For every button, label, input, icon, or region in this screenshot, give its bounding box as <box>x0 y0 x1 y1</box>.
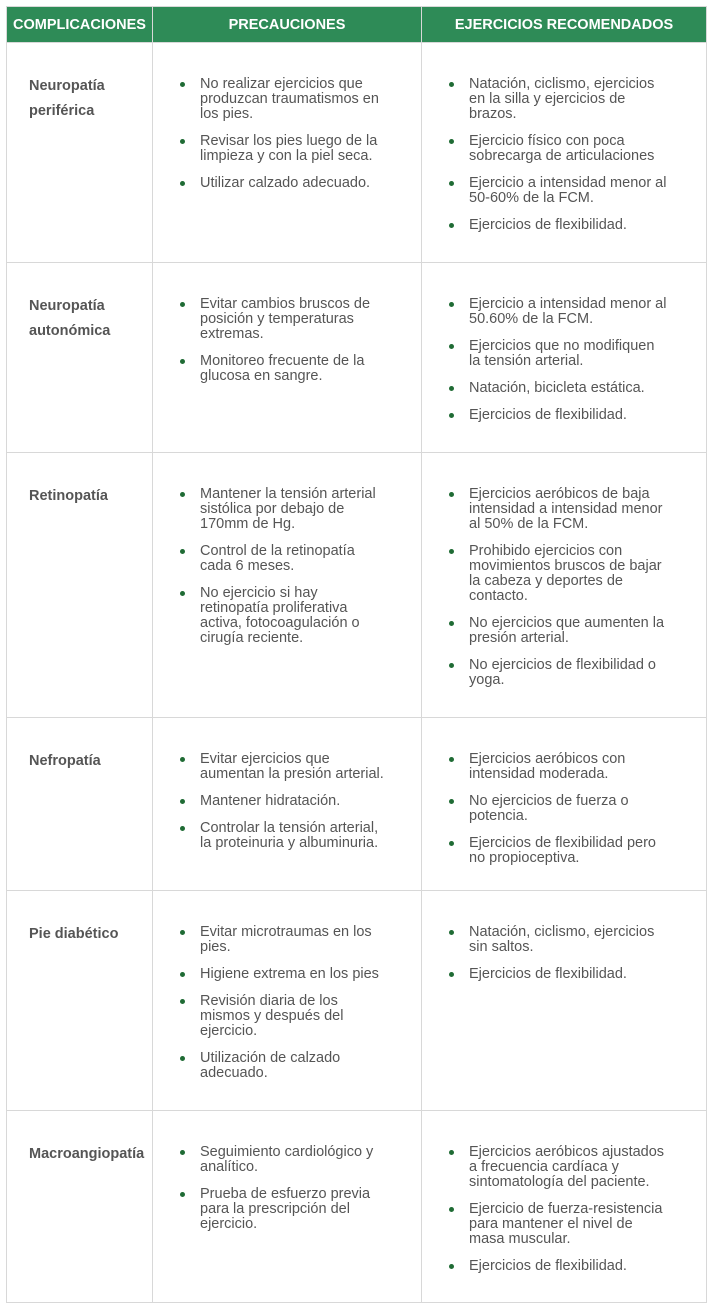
list-item-line: la cabeza y deportes de <box>469 573 623 589</box>
list-item <box>422 1145 692 1190</box>
precautions-cell <box>153 891 422 1111</box>
list-item-line: no propioceptiva. <box>469 850 580 866</box>
complications-table <box>6 6 707 1303</box>
list-item <box>422 925 692 955</box>
list-item <box>153 1187 407 1232</box>
list-item-line: retinopatía proliferativa <box>200 600 348 616</box>
complication-name-line: periférica <box>29 103 95 119</box>
list-item-line: sistólica por debajo de <box>200 501 345 517</box>
list-item-line: Ejercicios de flexibilidad. <box>469 966 627 982</box>
list-item-line: contacto. <box>469 588 528 604</box>
list-item-line: produzcan traumatismos en <box>200 91 379 107</box>
list-item-line: Ejercicios aeróbicos con <box>469 751 626 767</box>
precautions-cell <box>153 1111 422 1303</box>
precautions-list <box>153 263 421 384</box>
list-item-line: mismos y después del <box>200 1008 344 1024</box>
list-item <box>422 1259 692 1274</box>
exercises-list <box>422 1111 706 1274</box>
precautions-list <box>153 718 421 851</box>
exercises-cell <box>422 43 707 263</box>
list-item-line: Monitoreo frecuente de la <box>200 353 365 369</box>
list-item-line: Revisar los pies luego de la <box>200 133 378 149</box>
exercises-list <box>422 718 706 866</box>
list-item-line: pies. <box>200 939 231 955</box>
list-item-line: Seguimiento cardiológico y <box>200 1144 374 1160</box>
list-item-line: Evitar cambios bruscos de <box>200 296 371 312</box>
list-item-line: Ejercicios de flexibilidad pero <box>469 835 656 851</box>
list-item <box>422 836 692 866</box>
list-item <box>422 77 692 122</box>
list-item <box>153 821 407 851</box>
complication-cell <box>7 891 153 1111</box>
list-item-line: Ejercicio a intensidad menor al <box>469 175 667 191</box>
list-item-line: sobrecarga de articulaciones <box>469 148 655 164</box>
exercises-cell <box>422 263 707 453</box>
exercises-cell <box>422 891 707 1111</box>
list-item-line: posición y temperaturas <box>200 311 354 327</box>
exercises-list <box>422 263 706 423</box>
complication-name-line: Neuropatía <box>29 78 105 94</box>
list-item <box>422 176 692 206</box>
list-item <box>153 354 407 384</box>
list-item-line: 170mm de Hg. <box>200 516 296 532</box>
list-item <box>422 616 692 646</box>
list-item-line: glucosa en sangre. <box>200 368 323 384</box>
list-item-line: cada 6 meses. <box>200 558 295 574</box>
list-item-line: potencia. <box>469 808 528 824</box>
precautions-list <box>153 891 421 1081</box>
list-item-line: Evitar microtraumas en los <box>200 924 372 940</box>
list-item-line: ejercicio. <box>200 1023 258 1039</box>
complication-name-line: Macroangiopatía <box>29 1146 145 1162</box>
list-item-line: para la prescripción del <box>200 1201 350 1217</box>
complication-cell <box>7 263 153 453</box>
precautions-list <box>153 43 421 191</box>
list-item-line: brazos. <box>469 106 517 122</box>
list-item-line: Higiene extrema en los pies <box>200 966 379 982</box>
list-item-line: cirugía reciente. <box>200 630 304 646</box>
complication-name-line: Retinopatía <box>29 488 108 504</box>
list-item-line: No ejercicios que aumenten la <box>469 615 665 631</box>
list-item-line: No realizar ejercicios que <box>200 76 363 92</box>
list-item <box>422 794 692 824</box>
list-item-line: la proteinuria y albuminuria. <box>200 835 379 851</box>
list-item <box>422 218 692 233</box>
list-item-line: Prohibido ejercicios con <box>469 543 623 559</box>
list-item-line: Ejercicio de fuerza-resistencia <box>469 1201 663 1217</box>
header-row <box>7 7 707 43</box>
list-item <box>153 967 407 982</box>
exercises-list <box>422 891 706 982</box>
precautions-list <box>153 453 421 646</box>
list-item-line: Natación, ciclismo, ejercicios <box>469 76 655 92</box>
list-item-line: Evitar ejercicios que <box>200 751 330 767</box>
list-item <box>153 487 407 532</box>
list-item-line: aumentan la presión arterial. <box>200 766 384 782</box>
list-item <box>153 77 407 122</box>
list-item-line: Natación, ciclismo, ejercicios <box>469 924 655 940</box>
precautions-cell <box>153 453 422 718</box>
list-item-line: yoga. <box>469 672 505 688</box>
precautions-cell <box>153 718 422 891</box>
precautions-list <box>153 1111 421 1232</box>
list-item <box>422 544 692 604</box>
list-item <box>422 297 692 327</box>
list-item-line: 50.60% de la FCM. <box>469 311 594 327</box>
list-item <box>153 1051 407 1081</box>
exercises-cell <box>422 1111 707 1303</box>
list-item-line: los pies. <box>200 106 254 122</box>
list-item-line: 50-60% de la FCM. <box>469 190 594 206</box>
list-item <box>153 297 407 342</box>
list-item-line: en la silla y ejercicios de <box>469 91 626 107</box>
table-row <box>7 1111 707 1303</box>
list-item <box>153 1145 407 1175</box>
list-item-line: movimientos bruscos de bajar <box>469 558 662 574</box>
exercises-list <box>422 453 706 688</box>
table-row <box>7 263 707 453</box>
list-item <box>153 544 407 574</box>
list-item <box>153 794 407 809</box>
list-item <box>422 339 692 369</box>
header-complicaciones: COMPLICACIONES <box>7 7 153 43</box>
list-item <box>153 925 407 955</box>
table-row <box>7 43 707 263</box>
table-row <box>7 891 707 1111</box>
list-item-line: ejercicio. <box>200 1216 258 1232</box>
complication-name-line: autonómica <box>29 323 111 339</box>
list-item-line: la tensión arterial. <box>469 353 584 369</box>
list-item <box>153 994 407 1039</box>
complication-name-line: Neuropatía <box>29 298 105 314</box>
list-item <box>422 658 692 688</box>
list-item-line: Ejercicios que no modifiquen <box>469 338 655 354</box>
list-item-line: Ejercicios aeróbicos de baja <box>469 486 650 502</box>
list-item <box>422 487 692 532</box>
complication-cell <box>7 453 153 718</box>
table-row <box>7 718 707 891</box>
list-item-line: No ejercicios de flexibilidad o <box>469 657 656 673</box>
list-item-line: masa muscular. <box>469 1231 571 1247</box>
list-item <box>422 381 692 396</box>
list-item-line: intensidad a intensidad menor <box>469 501 663 517</box>
list-item <box>153 752 407 782</box>
list-item-line: a frecuencia cardíaca y <box>469 1159 619 1175</box>
list-item-line: Ejercicios de flexibilidad. <box>469 1258 627 1274</box>
list-item-line: Natación, bicicleta estática. <box>469 380 645 396</box>
list-item-line: Mantener la tensión arterial <box>200 486 376 502</box>
list-item-line: Ejercicios de flexibilidad. <box>469 217 627 233</box>
exercises-cell <box>422 453 707 718</box>
list-item <box>153 176 407 191</box>
list-item <box>422 1202 692 1247</box>
list-item <box>153 586 407 646</box>
complication-name-line: Nefropatía <box>29 753 101 769</box>
list-item-line: Prueba de esfuerzo previa <box>200 1186 371 1202</box>
list-item-line: presión arterial. <box>469 630 569 646</box>
precautions-cell <box>153 263 422 453</box>
list-item-line: Control de la retinopatía <box>200 543 355 559</box>
complication-cell <box>7 43 153 263</box>
list-item-line: Ejercicio físico con poca <box>469 133 625 149</box>
list-item <box>422 134 692 164</box>
list-item <box>422 967 692 982</box>
list-item-line: Ejercicios aeróbicos ajustados <box>469 1144 665 1160</box>
precautions-cell <box>153 43 422 263</box>
list-item-line: Controlar la tensión arterial, <box>200 820 379 836</box>
list-item-line: Utilizar calzado adecuado. <box>200 175 371 191</box>
list-item-line: Revisión diaria de los <box>200 993 338 1009</box>
list-item-line: activa, fotocoagulación o <box>200 615 360 631</box>
complication-name-line: Pie diabético <box>29 926 119 942</box>
header-precauciones: PRECAUCIONES <box>153 7 422 43</box>
header-ejercicios: EJERCICIOS RECOMENDADOS <box>422 7 707 43</box>
list-item-line: No ejercicio si hay <box>200 585 318 601</box>
list-item-line: Ejercicios de flexibilidad. <box>469 407 627 423</box>
list-item <box>422 752 692 782</box>
list-item-line: No ejercicios de fuerza o <box>469 793 629 809</box>
list-item-line: Utilización de calzado <box>200 1050 341 1066</box>
list-item <box>422 408 692 423</box>
list-item-line: adecuado. <box>200 1065 268 1081</box>
list-item-line: analítico. <box>200 1159 259 1175</box>
list-item-line: Ejercicio a intensidad menor al <box>469 296 667 312</box>
list-item-line: limpieza y con la piel seca. <box>200 148 373 164</box>
complication-cell <box>7 1111 153 1303</box>
list-item <box>153 134 407 164</box>
list-item-line: sin saltos. <box>469 939 534 955</box>
list-item-line: para mantener el nivel de <box>469 1216 633 1232</box>
table-row <box>7 453 707 718</box>
complication-cell <box>7 718 153 891</box>
exercises-cell <box>422 718 707 891</box>
exercises-list <box>422 43 706 233</box>
list-item-line: al 50% de la FCM. <box>469 516 589 532</box>
list-item-line: sintomatología del paciente. <box>469 1174 650 1190</box>
list-item-line: intensidad moderada. <box>469 766 609 782</box>
list-item-line: Mantener hidratación. <box>200 793 341 809</box>
list-item-line: extremas. <box>200 326 264 342</box>
